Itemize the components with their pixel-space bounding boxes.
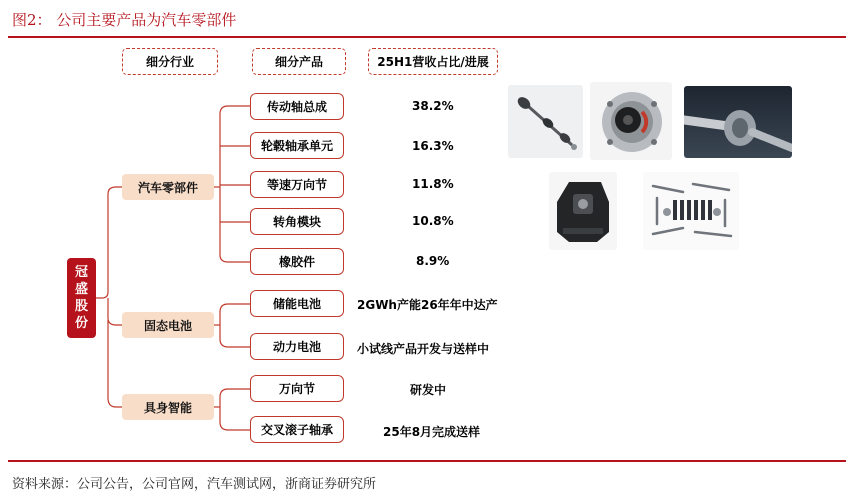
root-char: 份 [74, 316, 88, 331]
source-note: 资料来源：公司公告，公司官网，汽车测试网，浙商证券研究所 [12, 477, 377, 492]
product-node: 动力电池 [250, 333, 344, 360]
product-node: 轮毂轴承单元 [250, 132, 344, 159]
product-node: 储能电池 [250, 290, 344, 317]
category-embodied-ai: 具身智能 [122, 394, 214, 420]
header-ratio: 25H1营收占比/进展 [368, 48, 498, 75]
root-char: 股 [74, 299, 88, 314]
header-industry: 细分行业 [122, 48, 218, 75]
product-value: 研发中 [410, 383, 447, 397]
root-company-node [67, 258, 96, 338]
product-value: 8.9% [416, 254, 450, 268]
product-value: 11.8% [412, 177, 454, 191]
product-value: 25年8月完成送样 [383, 425, 481, 439]
wheel-hub-bearing-photo [590, 82, 672, 160]
header-product: 细分产品 [252, 48, 346, 75]
product-value: 16.3% [412, 139, 454, 153]
category-solid-state-battery: 固态电池 [122, 312, 214, 338]
drive-shaft-photo [508, 85, 583, 158]
product-node: 交叉滚子轴承 [250, 416, 344, 443]
root-char: 冠 [74, 265, 88, 280]
product-node: 万向节 [250, 375, 344, 402]
category-auto-parts: 汽车零部件 [122, 174, 214, 200]
bottom-rule [8, 460, 846, 462]
product-value: 2GWh产能26年年中达产 [357, 298, 498, 312]
product-value: 小试线产品开发与送样中 [357, 342, 490, 356]
corner-module-kit-photo [643, 172, 739, 250]
cv-joint-photo [684, 86, 792, 158]
product-node: 橡胶件 [250, 248, 344, 275]
product-value: 10.8% [412, 214, 454, 228]
product-node: 转角模块 [250, 208, 344, 235]
product-node: 等速万向节 [250, 171, 344, 198]
product-node: 传动轴总成 [250, 93, 344, 120]
product-value: 38.2% [412, 99, 454, 113]
figure-title: 图2： 公司主要产品为汽车零部件 [12, 11, 237, 29]
rubber-mount-photo [549, 172, 617, 250]
root-char: 盛 [74, 282, 88, 297]
